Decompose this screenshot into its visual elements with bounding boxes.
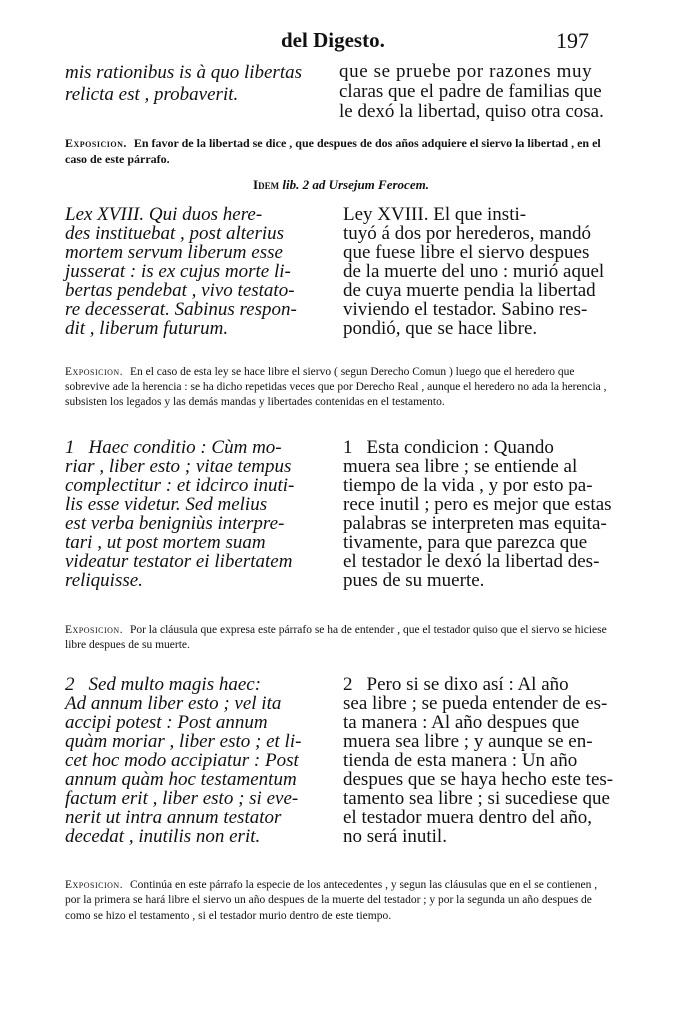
spanish-line: el testador le dexó la libertad des- bbox=[343, 551, 600, 572]
paragraph-1-block bbox=[65, 437, 612, 591]
spanish-line: tivamente, para que parezca que bbox=[343, 532, 588, 553]
latin-line: decedat , inutilis non erit. bbox=[65, 826, 261, 847]
exposicion-note bbox=[65, 623, 610, 653]
paragraph-number: 2 bbox=[65, 674, 75, 695]
page-number: 197 bbox=[556, 28, 589, 53]
spanish-column bbox=[343, 437, 612, 591]
latin-line: bertas pendebat , vivo testato- bbox=[65, 280, 295, 301]
spanish-line: pondió, que se hace libre. bbox=[343, 318, 538, 339]
spanish-column bbox=[339, 62, 605, 122]
spanish-line: muera sea libre ; y aunque se en- bbox=[343, 731, 593, 752]
spanish-line: rece inutil ; pero es mejor que estas bbox=[343, 494, 612, 515]
latin-line: est verba benigniùs interpre- bbox=[65, 513, 285, 534]
spanish-line: le dexó la libertad, quiso otra cosa. bbox=[339, 101, 604, 122]
spanish-line: ta manera : Al año despues que bbox=[343, 712, 580, 733]
exposicion-note bbox=[65, 878, 610, 924]
spanish-line: de cuya muerte pendia la libertad bbox=[343, 280, 596, 301]
spanish-line: tiempo de la vida , y por esto pa- bbox=[343, 475, 593, 496]
spanish-line: que se pruebe por razones muy bbox=[339, 61, 593, 82]
latin-line: annum quàm hoc testamentum bbox=[65, 769, 297, 790]
latin-line: re decesserat. Sabinus respon- bbox=[65, 299, 297, 320]
latin-line: videatur testator ei libertatem bbox=[65, 551, 293, 572]
exposicion-text: Por la cláusula que expresa este párrafo se ha de entender , que el testador quiso que el siervo se hiciese libre despues de su muerte. bbox=[65, 624, 607, 651]
rubric-lead: Idem bbox=[253, 177, 280, 192]
latin-line: quàm moriar , liber esto ; et li- bbox=[65, 731, 302, 752]
latin-line: des instituebat , post alterius bbox=[65, 223, 285, 244]
spanish-column bbox=[343, 674, 614, 847]
latin-line: 1 Haec conditio : Cùm mo- bbox=[65, 437, 282, 458]
exposicion-label: Exposicion. bbox=[65, 366, 124, 378]
latin-line: Lex XVIII. Qui duos here- bbox=[65, 204, 263, 225]
continuation-block bbox=[65, 62, 605, 122]
exposicion-text: En favor de la libertad se dice , que despues de dos años adquiere el siervo la libertad , en el caso de este párrafo. bbox=[65, 136, 601, 166]
latin-line: complectitur : et idcirco inuti- bbox=[65, 475, 295, 496]
latin-line: dit , liberum futurum. bbox=[65, 318, 229, 339]
spanish-column bbox=[343, 204, 605, 337]
running-header bbox=[0, 28, 682, 58]
spanish-line: que fuese libre el siervo despues bbox=[343, 242, 590, 263]
spanish-line: claras que el padre de familias que bbox=[339, 81, 602, 102]
latin-line: relicta est , probaverit. bbox=[65, 84, 239, 105]
exposicion-note bbox=[65, 135, 605, 167]
latin-line: mortem servum liberum esse bbox=[65, 242, 283, 263]
exposicion-label: Exposicion. bbox=[65, 624, 124, 636]
paragraph-number: 1 bbox=[343, 437, 353, 458]
spanish-line: 2 Pero si se dixo así : Al año bbox=[343, 674, 569, 695]
spanish-line: el testador muera dentro del año, bbox=[343, 807, 593, 828]
latin-line: reliquisse. bbox=[65, 570, 143, 591]
rubric-text: lib. 2 ad Ursejum Ferocem. bbox=[282, 177, 429, 192]
latin-line: lis esse videtur. Sed melius bbox=[65, 494, 268, 515]
spanish-line: muera sea libre ; se entiende al bbox=[343, 456, 578, 477]
spanish-line: 1 Esta condicion : Quando bbox=[343, 437, 554, 458]
spanish-line: no será inutil. bbox=[343, 826, 447, 847]
paragraph-number: 1 bbox=[65, 437, 75, 458]
spanish-line: despues que se haya hecho este tes- bbox=[343, 769, 614, 790]
spanish-line: palabras se interpreten mas equita- bbox=[343, 513, 607, 534]
latin-line: accipi potest : Post annum bbox=[65, 712, 268, 733]
latin-line: riar , liber esto ; vitae tempus bbox=[65, 456, 292, 477]
latin-line: Ad annum liber esto ; vel ita bbox=[65, 693, 282, 714]
latin-line: nerit ut intra annum testator bbox=[65, 807, 282, 828]
latin-line: factum erit , liber esto ; si eve- bbox=[65, 788, 299, 809]
spanish-line: pues de su muerte. bbox=[343, 570, 485, 591]
header-title: del Digesto. bbox=[281, 28, 385, 52]
latin-column bbox=[65, 674, 333, 845]
lex-xviii-block bbox=[65, 204, 605, 337]
latin-column bbox=[65, 204, 333, 337]
paragraph-number: 2 bbox=[343, 674, 353, 695]
exposicion-label: Exposicion. bbox=[65, 879, 124, 891]
exposicion-text: En el caso de esta ley se hace libre el siervo ( segun Derecho Comun ) luego que el heredero que sobrevive ade la herencia : se ha dicho repetidas veces que por Derecho Real , aunque el heredero no ada la herencia , subsisten los legados y las demás mandas y libertades contenidas en el testamento. bbox=[65, 366, 607, 408]
spanish-line: de la muerte del uno : murió aquel bbox=[343, 261, 605, 282]
spanish-line: sea libre ; se pueda entender de es- bbox=[343, 693, 608, 714]
spanish-line: tuyó á dos por herederos, mandó bbox=[343, 223, 591, 244]
exposicion-note bbox=[65, 365, 610, 410]
latin-column bbox=[65, 62, 335, 122]
section-rubric bbox=[0, 177, 682, 193]
latin-line: jusserat : is ex cujus morte li- bbox=[65, 261, 291, 282]
latin-column bbox=[65, 437, 333, 589]
latin-line: mis rationibus is à quo libertas bbox=[65, 62, 302, 83]
latin-line: 2 Sed multo magis haec: bbox=[65, 674, 262, 695]
exposicion-text: Continúa en este párrafo la especie de los antecedentes , y segun las cláusulas que en el se contienen , por la primera se hará libre el siervo un año despues de la muerte del testador ; y por la segunda un año despues de como se hizo el testamento , si el testador murio dentro de este tiempo. bbox=[65, 879, 598, 922]
exposicion-label: Exposicion. bbox=[65, 136, 127, 150]
spanish-line: viviendo el testador. Sabino res- bbox=[343, 299, 588, 320]
latin-line: cet hoc modo accipiatur : Post bbox=[65, 750, 299, 771]
spanish-line: tamento sea libre ; si sucediese que bbox=[343, 788, 610, 809]
spanish-line: tienda de esta manera : Un año bbox=[343, 750, 578, 771]
paragraph-2-block bbox=[65, 674, 614, 847]
spanish-line: Ley XVIII. El que insti- bbox=[343, 204, 527, 225]
latin-line: tari , ut post mortem suam bbox=[65, 532, 266, 553]
